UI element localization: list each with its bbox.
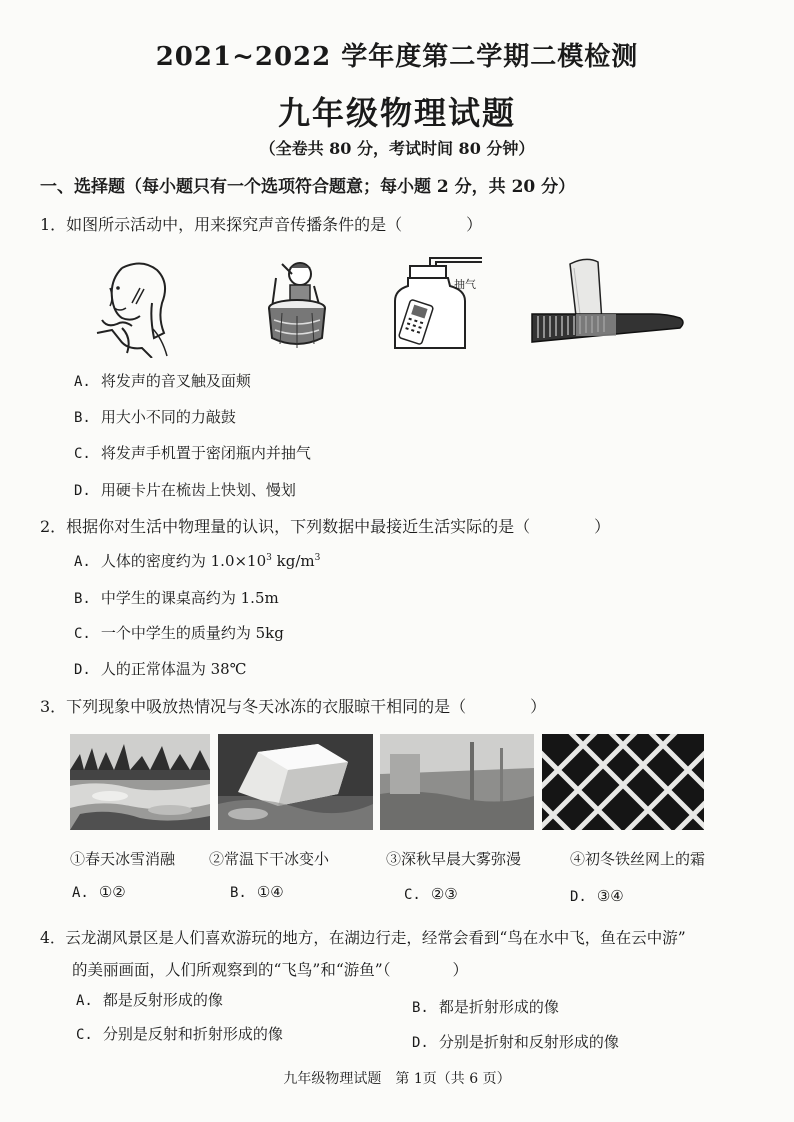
caption-2: ②常温下干冰变小: [209, 850, 330, 868]
exam-info: （全卷共 80 分，考试时间 80 分钟）: [259, 139, 535, 158]
photo-frost-wire: [542, 734, 704, 830]
photo-autumn-fog: [380, 734, 534, 830]
question-1-option-b: B. 用大小不同的力敲鼓: [74, 408, 236, 426]
caption-4: ④初冬铁丝网上的霜: [570, 850, 706, 868]
question-2-stem: 2．根据你对生活中物理量的认识，下列数据中最接近生活实际的是（ ）: [40, 517, 611, 536]
question-4-option-c: C. 分别是反射和折射形成的像: [76, 1025, 283, 1043]
drum-figure: [262, 258, 332, 350]
bell-jar-phone-figure: [390, 256, 490, 354]
exam-subject-title: 九年级物理试题: [277, 94, 516, 132]
question-3-option-d: D. ③④: [570, 887, 624, 905]
question-2-option-d: D. 人的正常体温为 38℃: [74, 660, 247, 678]
page-footer: 九年级物理试题 第 1页（共 6 页）: [283, 1071, 511, 1087]
comb-card-figure: [530, 256, 688, 346]
question-2-option-c: C. 一个中学生的质量约为 5kg: [74, 624, 284, 642]
photo-dry-ice: [218, 734, 373, 830]
caption-3: ③深秋早晨大雾弥漫: [386, 850, 522, 868]
question-4-option-d: D. 分别是折射和反射形成的像: [412, 1033, 619, 1051]
question-1-option-a: A. 将发声的音叉触及面颊: [74, 372, 251, 390]
question-1-option-d: D. 用硬卡片在梳齿上快划、慢划: [74, 481, 296, 499]
photo-spring-thaw: [70, 734, 210, 830]
question-1-option-c: C. 将发声手机置于密闭瓶内并抽气: [74, 444, 311, 462]
caption-1: ①春天冰雪消融: [70, 850, 176, 868]
question-3-option-c: C. ②③: [404, 885, 458, 903]
section-heading: 一、选择题（每小题只有一个选项符合题意；每小题 2 分，共 20 分）: [40, 177, 576, 197]
question-4-option-b: B. 都是折射形成的像: [412, 998, 559, 1016]
question-4-stem-line-1: 4．云龙湖风景区是人们喜欢游玩的地方，在湖边行走，经常会看到“鸟在水中飞，鱼在云中游”: [40, 929, 686, 947]
question-2-option-a: A. 人体的密度约为 $1.0\times 10^3$ $kg/m^3$: [74, 552, 321, 570]
question-1-stem: 1．如图所示活动中，用来探究声音传播条件的是（ ）: [40, 215, 483, 234]
tuning-fork-face-figure: [92, 258, 182, 358]
pump-label: 抽气: [454, 278, 476, 291]
question-3-option-a: A. ①②: [72, 883, 126, 901]
exam-title: 2021~2022 学年度第二学期二模检测: [155, 42, 639, 72]
question-4-stem-line-2: 的美丽画面，人们所观察到的“飞鸟”和“游鱼”（ ）: [72, 961, 468, 979]
question-2-option-b: B. 中学生的课桌高约为 1.5m: [74, 589, 279, 607]
question-3-option-b: B. ①④: [230, 883, 284, 901]
question-3-stem: 3．下列现象中吸放热情况与冬天冰冻的衣服晾干相同的是（ ）: [40, 697, 547, 716]
question-4-option-a: A. 都是反射形成的像: [76, 991, 223, 1009]
